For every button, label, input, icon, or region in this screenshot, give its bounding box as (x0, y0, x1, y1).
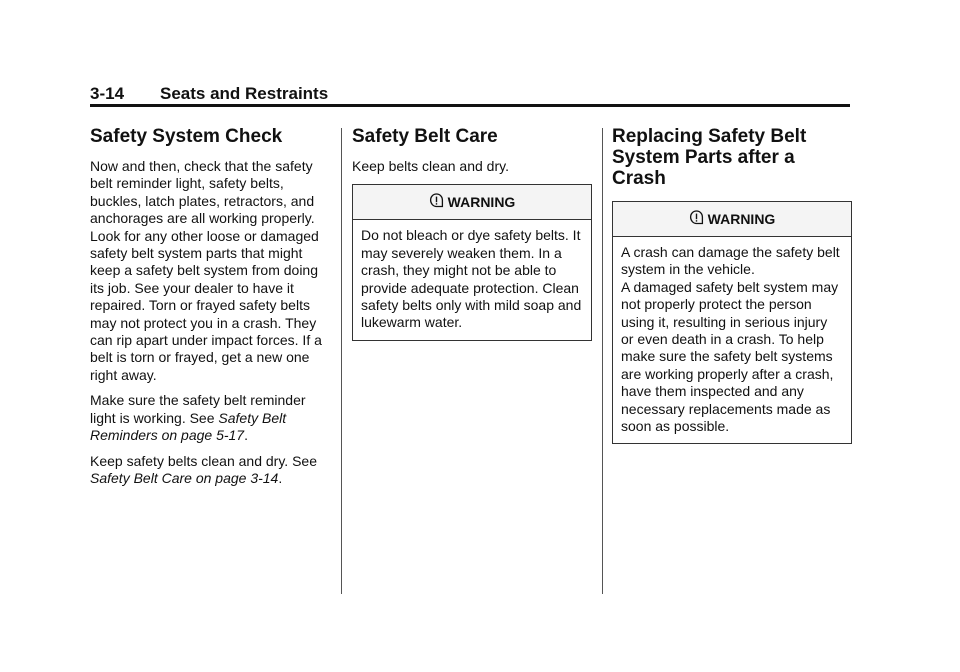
warning-box (352, 184, 592, 340)
column-safety-belt-care (352, 126, 592, 341)
paragraph: Now and then, check that the safety belt reminder light, safety belts, buckles, latch plates, retractors, and anchorages are all working properly. Look for any other loose or damaged safety belt system parts that might keep a safety belt system from doing its job. See your dealer to have it repaired. Torn or frayed safety belts may not protect you in a crash. They can rip apart under impact forces. If a belt is torn or frayed, get a new one right away. (90, 158, 322, 383)
page-number: 3-14 (90, 84, 125, 103)
paragraph-text: Keep safety belts clean and dry. See (90, 452, 317, 469)
warning-icon (429, 193, 444, 208)
heading-line: System Parts after a (612, 147, 795, 168)
paragraph (90, 392, 334, 444)
warning-label: WARNING (447, 194, 516, 211)
warning-body (613, 237, 851, 443)
heading-line: Replacing Safety Belt (612, 126, 807, 147)
warning-label: WARNING (707, 211, 776, 227)
header-divider (90, 104, 850, 107)
warning-text: A crash can damage the safety belt system in the vehicle. (621, 244, 840, 278)
warning-header (613, 202, 851, 237)
column-divider (602, 128, 603, 594)
cross-reference-link[interactable]: Safety Belt Care on page 3-14 (90, 469, 279, 486)
column-replacing-parts (612, 126, 852, 444)
paragraph-text: . (244, 427, 248, 444)
paragraph: Keep belts clean and dry. (352, 158, 509, 174)
heading-safety-system-check: Safety System Check (90, 126, 283, 147)
paragraph (90, 453, 334, 488)
heading-replacing-parts (612, 126, 852, 189)
warning-icon (689, 210, 704, 225)
column-safety-system-check (90, 126, 334, 495)
section-title: Seats and Restraints (160, 84, 329, 103)
paragraph-text: Make sure the safety belt reminder light is working. See (90, 392, 306, 426)
heading-safety-belt-care: Safety Belt Care (352, 126, 498, 147)
paragraph-text: . (278, 469, 283, 486)
page-header (90, 84, 850, 106)
heading-line: Crash (612, 168, 666, 189)
warning-body (353, 220, 591, 339)
warning-box (612, 201, 852, 444)
cross-reference-link[interactable]: Safety Belt Reminders on page 5-17 (90, 409, 287, 444)
warning-text: Do not bleach or dye safety belts. It may severely weaken them. In a crash, they might not be able to provide adequate protection. Clean safety belts only with mild soap and lukewarm water. (361, 227, 582, 331)
column-divider (341, 128, 342, 594)
warning-text: A damaged safety belt system may not properly protect the person using it, resulting in serious injury or even death in a crash. To help make sure the safety belt systems are working properly after a crash, have them inspected and any necessary replacements made as soon as possible. (621, 278, 839, 435)
warning-header (353, 185, 591, 220)
